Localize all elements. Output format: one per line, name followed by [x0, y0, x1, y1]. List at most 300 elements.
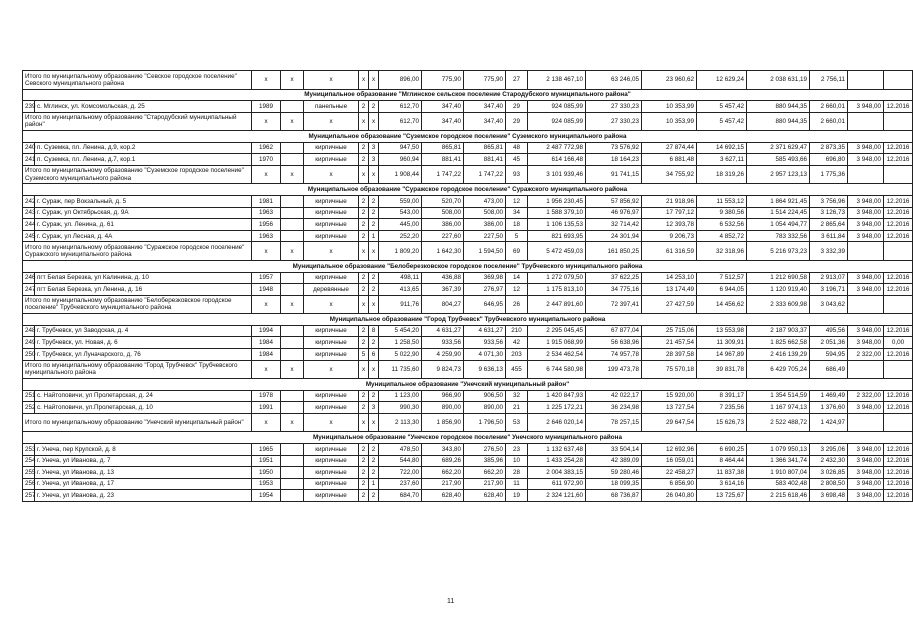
table-cell: [281, 455, 304, 467]
table-cell: 1 588 379,10: [528, 207, 586, 219]
table-cell: 12.2016: [884, 272, 913, 284]
address-cell: пгт Белая Березка, ул Калинина, д. 10: [35, 272, 252, 284]
table-cell: 347,40: [422, 112, 464, 131]
table-cell: 2: [369, 284, 379, 296]
table-cell: 1951: [252, 455, 281, 467]
table-cell: 3 948,00: [848, 272, 884, 284]
table-cell: 5 472 459,03: [528, 242, 586, 261]
municipality-header: Муниципальное образование "Унечское городское поселение" Унечского муниципального района: [23, 432, 913, 444]
table-cell: 12.2016: [884, 402, 913, 414]
table-cell: 960,94: [379, 154, 422, 166]
municipality-header: Муниципальное образование "Белоберезковское городское поселение" Трубчевского муниципального района: [23, 260, 913, 272]
table-cell: 2 004 383,15: [528, 467, 586, 479]
table-cell: 1962: [252, 142, 281, 154]
table-cell: [281, 230, 304, 242]
table-cell: 32 714,42: [586, 219, 642, 231]
table-cell: 367,39: [422, 284, 464, 296]
table-cell: 343,80: [422, 443, 464, 455]
table-cell: 27 330,23: [586, 112, 642, 131]
table-cell: 890,00: [464, 402, 506, 414]
table-cell: 347,40: [464, 112, 506, 131]
municipality-header: Муниципальное образование "Суражское городское поселение" Суражского муниципального района: [23, 184, 913, 196]
table-cell: 37 622,25: [586, 272, 642, 284]
row-number: 239: [23, 101, 35, 113]
row-number: 249: [23, 337, 35, 349]
table-cell: кирпичные: [304, 230, 359, 242]
table-cell: 2: [369, 490, 379, 502]
address-cell: пгт Белая Березка, ул Ленина, д. 16: [35, 284, 252, 296]
table-cell: 1 775,36: [810, 165, 848, 184]
table-cell: 237,60: [379, 478, 422, 490]
table-cell: кирпичные: [304, 207, 359, 219]
table-cell: кирпичные: [304, 390, 359, 402]
table-cell: 48: [506, 142, 528, 154]
table-cell: 436,88: [422, 272, 464, 284]
address-cell: г. Сураж, пер Вокзальный, д. 5: [35, 196, 252, 208]
municipality-header-row: [23, 184, 913, 196]
table-row: [23, 402, 913, 414]
table-cell: 804,27: [422, 295, 464, 314]
table-cell: 1994: [252, 325, 281, 337]
table-cell: 5 457,42: [697, 101, 747, 113]
table-cell: 881,41: [464, 154, 506, 166]
table-cell: 12.2016: [884, 349, 913, 361]
table-cell: 1989: [252, 101, 281, 113]
table-cell: 10 353,99: [642, 101, 697, 113]
table-cell: 3 026,85: [810, 467, 848, 479]
table-cell: 11 309,91: [697, 337, 747, 349]
row-number: 240: [23, 142, 35, 154]
table-cell: 689,26: [422, 455, 464, 467]
table-cell: 2: [359, 219, 369, 231]
table-cell: 2: [369, 467, 379, 479]
subtotal-row: [23, 242, 913, 261]
table-cell: 1 376,60: [810, 402, 848, 414]
table-cell: 1 915 068,99: [528, 337, 586, 349]
table-cell: 686,49: [810, 360, 848, 379]
table-cell: 29: [506, 101, 528, 113]
table-cell: 508,00: [422, 207, 464, 219]
table-cell: 6 856,90: [642, 478, 697, 490]
table-cell: 2 660,01: [810, 101, 848, 113]
table-cell: 9 206,73: [642, 230, 697, 242]
table-cell: x: [359, 360, 369, 379]
table-row: [23, 284, 913, 296]
table-cell: [884, 242, 913, 261]
table-cell: 543,00: [379, 207, 422, 219]
table-cell: 455: [506, 360, 528, 379]
table-cell: 3 332,39: [810, 242, 848, 261]
table-cell: 2 447 891,60: [528, 295, 586, 314]
table-cell: 6 944,05: [697, 284, 747, 296]
table-cell: 17 797,12: [642, 207, 697, 219]
table-cell: 12.2016: [884, 142, 913, 154]
table-cell: 1 054 494,77: [747, 219, 810, 231]
table-cell: 26 040,80: [642, 490, 697, 502]
table-cell: 27: [506, 71, 528, 90]
table-row: [23, 101, 913, 113]
table-cell: 12.2016: [884, 284, 913, 296]
table-cell: 10 353,99: [642, 112, 697, 131]
table-cell: 210: [506, 325, 528, 337]
table-cell: 1950: [252, 467, 281, 479]
table-cell: [848, 242, 884, 261]
table-cell: 896,00: [379, 71, 422, 90]
table-cell: [848, 112, 884, 131]
table-cell: 722,00: [379, 467, 422, 479]
table-cell: 508,00: [464, 207, 506, 219]
table-cell: [884, 165, 913, 184]
municipality-header-row: [23, 379, 913, 391]
table-cell: 1963: [252, 230, 281, 242]
table-cell: 21 918,96: [642, 196, 697, 208]
table-cell: 12.2016: [884, 443, 913, 455]
subtotal-label: Итого по муниципальному образованию "Стародубский муниципальный район": [23, 112, 252, 131]
table-cell: 276,50: [464, 443, 506, 455]
table-cell: 13 725,67: [697, 490, 747, 502]
table-cell: 12.2016: [884, 101, 913, 113]
table-cell: x: [304, 242, 359, 261]
table-cell: 3 627,11: [697, 154, 747, 166]
table-cell: 32: [506, 390, 528, 402]
address-cell: г. Унеча, ул Иванова, д. 23: [35, 490, 252, 502]
table-cell: 19: [506, 490, 528, 502]
table-cell: 12.2016: [884, 455, 913, 467]
table-cell: 5 022,90: [379, 349, 422, 361]
table-cell: 2: [359, 196, 369, 208]
table-cell: 880 944,35: [747, 112, 810, 131]
table-cell: 3 948,00: [848, 337, 884, 349]
table-cell: 2: [359, 207, 369, 219]
table-cell: 628,40: [464, 490, 506, 502]
table-cell: [281, 154, 304, 166]
table-cell: 2 522 488,72: [747, 413, 810, 432]
subtotal-row: [23, 71, 913, 90]
subtotal-label: Итого по муниципальному образованию "Белоберезковское городское поселение" Трубчевского муниципального района: [23, 295, 252, 314]
table-cell: [884, 413, 913, 432]
address-cell: с. Найтоповичи, ул Пролетарская, д. 24: [35, 390, 252, 402]
table-cell: 75 570,18: [642, 360, 697, 379]
table-cell: 933,56: [422, 337, 464, 349]
table-cell: 696,80: [810, 154, 848, 166]
table-cell: 57 856,92: [586, 196, 642, 208]
table-cell: 18 099,35: [586, 478, 642, 490]
table-cell: x: [359, 295, 369, 314]
address-cell: г. Унеча, ул Иванова, д. 7: [35, 455, 252, 467]
table-cell: 2: [369, 101, 379, 113]
table-cell: 2: [359, 284, 369, 296]
table-cell: 27 330,23: [586, 101, 642, 113]
table-cell: 662,20: [464, 467, 506, 479]
table-cell: кирпичные: [304, 142, 359, 154]
table-cell: x: [252, 165, 281, 184]
table-cell: кирпичные: [304, 490, 359, 502]
table-cell: [848, 295, 884, 314]
table-row: [23, 207, 913, 219]
table-cell: 12.2016: [884, 219, 913, 231]
table-cell: 53: [506, 413, 528, 432]
table-cell: 4 631,27: [422, 325, 464, 337]
table-cell: x: [281, 295, 304, 314]
table-cell: 46 976,97: [586, 207, 642, 219]
table-cell: 2: [369, 390, 379, 402]
table-cell: 72 397,41: [586, 295, 642, 314]
table-cell: 2: [359, 478, 369, 490]
table-cell: 2 322,00: [848, 390, 884, 402]
table-cell: 3 948,00: [848, 455, 884, 467]
table-cell: кирпичные: [304, 349, 359, 361]
table-cell: x: [369, 71, 379, 90]
table-cell: 9 824,73: [422, 360, 464, 379]
table-cell: x: [304, 165, 359, 184]
table-cell: x: [281, 165, 304, 184]
table-cell: 1 747,22: [422, 165, 464, 184]
table-row: [23, 455, 913, 467]
table-cell: 1 106 135,53: [528, 219, 586, 231]
table-cell: 385,96: [464, 455, 506, 467]
municipality-header-row: [23, 131, 913, 143]
table-cell: 5 454,20: [379, 325, 422, 337]
table-cell: 4 259,90: [422, 349, 464, 361]
table-cell: 906,50: [464, 390, 506, 402]
table-cell: 5 216 973,23: [747, 242, 810, 261]
table-cell: 2 333 609,98: [747, 295, 810, 314]
table-cell: 865,81: [422, 142, 464, 154]
table-cell: 6 690,25: [697, 443, 747, 455]
table-row: [23, 443, 913, 455]
table-cell: 1948: [252, 284, 281, 296]
row-number: 245: [23, 230, 35, 242]
table-cell: 612,70: [379, 101, 422, 113]
table-cell: 2 865,64: [810, 219, 848, 231]
table-cell: 1 420 847,93: [528, 390, 586, 402]
table-cell: 34 775,16: [586, 284, 642, 296]
subtotal-label: Итого по муниципальному образованию "Севское городское поселение" Севского муниципального района: [23, 71, 252, 90]
table-cell: 1 225 172,21: [528, 402, 586, 414]
table-cell: 662,20: [422, 467, 464, 479]
subtotal-label: Итого по муниципальному образованию "Город Трубчевск" Трубчевского муниципального района: [23, 360, 252, 379]
table-cell: 614 166,48: [528, 154, 586, 166]
table-cell: 478,50: [379, 443, 422, 455]
address-cell: г. Сураж, ул Лесная, д. 4А: [35, 230, 252, 242]
table-cell: 27 427,59: [642, 295, 697, 314]
table-row: [23, 272, 913, 284]
table-cell: 12: [506, 284, 528, 296]
row-number: 252: [23, 402, 35, 414]
table-cell: [848, 71, 884, 90]
table-cell: 6 532,56: [697, 219, 747, 231]
table-cell: 7 512,57: [697, 272, 747, 284]
table-cell: [281, 467, 304, 479]
table-cell: 1 175 813,10: [528, 284, 586, 296]
table-cell: 2: [359, 325, 369, 337]
table-row: [23, 196, 913, 208]
table-cell: 646,95: [464, 295, 506, 314]
table-cell: 990,30: [379, 402, 422, 414]
table-cell: 628,40: [422, 490, 464, 502]
table-cell: x: [252, 71, 281, 90]
table-cell: 93: [506, 165, 528, 184]
table-cell: 4 071,30: [464, 349, 506, 361]
table-cell: 11 553,12: [697, 196, 747, 208]
table-cell: x: [369, 242, 379, 261]
table-cell: x: [359, 71, 369, 90]
subtotal-label: Итого по муниципальному образованию "Суражское городское поселение" Суражского муниципального района: [23, 242, 252, 261]
table-cell: 13 174,49: [642, 284, 697, 296]
row-number: 250: [23, 349, 35, 361]
table-cell: [281, 325, 304, 337]
table-cell: 10: [506, 455, 528, 467]
municipality-header-row: [23, 432, 913, 444]
table-cell: 5 457,42: [697, 112, 747, 131]
table-cell: 1991: [252, 402, 281, 414]
row-number: 246: [23, 272, 35, 284]
table-cell: 2 534 462,54: [528, 349, 586, 361]
table-cell: 611 972,90: [528, 478, 586, 490]
subtotal-label: Итого по муниципальному образованию "Унечский муниципальный район": [23, 413, 252, 432]
row-number: 244: [23, 219, 35, 231]
table-cell: 1963: [252, 207, 281, 219]
table-cell: 783 332,56: [747, 230, 810, 242]
table-cell: 1 366 341,74: [747, 455, 810, 467]
table-cell: [281, 284, 304, 296]
table-cell: 227,50: [464, 230, 506, 242]
table-cell: 947,50: [379, 142, 422, 154]
table-cell: x: [359, 112, 369, 131]
row-number: 254: [23, 455, 35, 467]
table-cell: 69: [506, 242, 528, 261]
table-cell: x: [252, 360, 281, 379]
table-cell: 36 234,98: [586, 402, 642, 414]
table-cell: 161 850,25: [586, 242, 642, 261]
table-cell: кирпичные: [304, 455, 359, 467]
table-cell: 2 138 467,10: [528, 71, 586, 90]
address-cell: с. Найтоповичи, ул.Пролетарская, д. 10: [35, 402, 252, 414]
table-cell: панельные: [304, 101, 359, 113]
table-cell: 2 215 618,46: [747, 490, 810, 502]
table-cell: 2: [359, 402, 369, 414]
table-cell: 3 948,00: [848, 154, 884, 166]
table-cell: 1 956 230,45: [528, 196, 586, 208]
table-cell: 1984: [252, 349, 281, 361]
table-cell: 6 429 705,24: [747, 360, 810, 379]
table-cell: 2: [369, 207, 379, 219]
municipality-header-row: [23, 89, 913, 101]
table-cell: 1 825 662,58: [747, 337, 810, 349]
table-cell: 2 187 903,37: [747, 325, 810, 337]
table-cell: x: [369, 413, 379, 432]
table-cell: 8: [369, 325, 379, 337]
table-cell: 3 948,00: [848, 325, 884, 337]
table-cell: 498,11: [379, 272, 422, 284]
table-cell: 775,90: [464, 71, 506, 90]
table-cell: 12: [506, 196, 528, 208]
table-cell: 924 085,99: [528, 101, 586, 113]
table-cell: 15 626,73: [697, 413, 747, 432]
table-row: [23, 349, 913, 361]
table-cell: [281, 207, 304, 219]
table-row: [23, 230, 913, 242]
table-cell: 74 957,78: [586, 349, 642, 361]
table-cell: 14 692,15: [697, 142, 747, 154]
table-cell: 881,41: [422, 154, 464, 166]
table-cell: 7 235,56: [697, 402, 747, 414]
table-cell: 821 693,95: [528, 230, 586, 242]
housing-register-table: [22, 70, 913, 502]
table-cell: 15 920,00: [642, 390, 697, 402]
table-cell: 23: [506, 443, 528, 455]
table-cell: 2: [359, 230, 369, 242]
table-cell: 73 576,92: [586, 142, 642, 154]
table-cell: 1 809,20: [379, 242, 422, 261]
table-cell: 199 473,78: [586, 360, 642, 379]
table-cell: 2: [359, 443, 369, 455]
table-cell: 3 948,00: [848, 402, 884, 414]
table-cell: 18 319,26: [697, 165, 747, 184]
table-cell: x: [369, 112, 379, 131]
table-cell: 42 389,09: [586, 455, 642, 467]
table-cell: 14 253,10: [642, 272, 697, 284]
table-cell: 880 944,35: [747, 101, 810, 113]
table-cell: 3: [369, 402, 379, 414]
table-cell: [281, 142, 304, 154]
table-cell: 3 948,00: [848, 219, 884, 231]
table-cell: 386,00: [464, 219, 506, 231]
municipality-header: Муниципальное образование "Унечский муниципальный район": [23, 379, 913, 391]
table-cell: 2 038 631,19: [747, 71, 810, 90]
table-cell: 22 458,27: [642, 467, 697, 479]
table-cell: 2 416 139,29: [747, 349, 810, 361]
table-cell: 32 318,96: [697, 242, 747, 261]
table-cell: 3 614,16: [697, 478, 747, 490]
table-row: [23, 467, 913, 479]
table-cell: x: [304, 112, 359, 131]
table-cell: 1 123,00: [379, 390, 422, 402]
table-cell: 2: [369, 272, 379, 284]
table-cell: 39 831,78: [697, 360, 747, 379]
table-cell: 5: [506, 230, 528, 242]
row-number: 242: [23, 196, 35, 208]
table-cell: 865,81: [464, 142, 506, 154]
table-cell: 2 646 020,14: [528, 413, 586, 432]
row-number: 248: [23, 325, 35, 337]
table-cell: 1 258,50: [379, 337, 422, 349]
table-cell: 68 736,87: [586, 490, 642, 502]
table-cell: [281, 490, 304, 502]
table-cell: 4 631,27: [464, 325, 506, 337]
address-cell: г. Трубчевск, ул Луначарского, д. 76: [35, 349, 252, 361]
table-cell: 3 698,48: [810, 490, 848, 502]
table-cell: [281, 272, 304, 284]
table-cell: 25 715,06: [642, 325, 697, 337]
row-number: 243: [23, 207, 35, 219]
table-cell: 5: [359, 349, 369, 361]
table-cell: 34 755,92: [642, 165, 697, 184]
table-cell: x: [369, 165, 379, 184]
table-row: [23, 390, 913, 402]
table-cell: 1 079 950,13: [747, 443, 810, 455]
table-cell: 42 022,17: [586, 390, 642, 402]
table-cell: x: [304, 71, 359, 90]
table-cell: 2: [359, 272, 369, 284]
table-cell: 347,40: [464, 101, 506, 113]
table-cell: 11: [506, 478, 528, 490]
table-cell: [848, 165, 884, 184]
table-cell: 495,56: [810, 325, 848, 337]
table-cell: 91 741,15: [586, 165, 642, 184]
table-cell: 933,56: [464, 337, 506, 349]
table-cell: 1978: [252, 390, 281, 402]
